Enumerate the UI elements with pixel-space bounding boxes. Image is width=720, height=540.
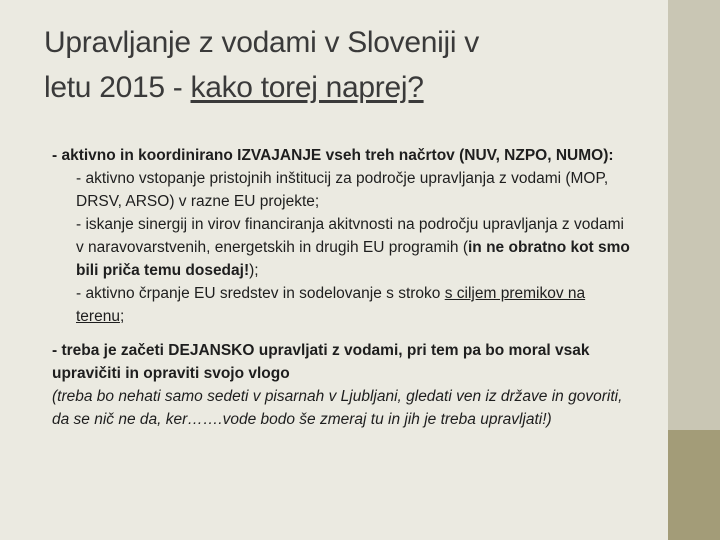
sub-point-2-end: ); [249,262,259,279]
title-line-2-underlined: kako torej naprej? [190,71,424,104]
spacer [52,328,634,339]
sub-point-2-text: - iskanje sinergij in virov financiranja akitvnosti na področju upravljanja z vodami v naravovarstvenih, energetskih in drugih EU programih ( [76,216,624,256]
sub-point-2-bold: in ne obratno kot smo bili priča temu dosedaj! [76,239,630,279]
point-2-note: (treba bo nehati samo sedeti v pisarnah v Ljubljani, gledati ven iz države in govoriti, da se nič ne da, ker…….vode bodo še zmeraj tu in jih je treba upravljati!) [52,388,623,428]
sidebar-top-band [668,0,720,430]
sub-point-1: - aktivno vstopanje pristojnih inštitucij za področje upravljanja z vodami (MOP, DRSV, ARSO) v razne EU projekte; [76,170,609,210]
slide-title [44,20,644,110]
sub-point-3-underlined: s ciljem premikov na terenu [76,285,586,325]
sub-point-3-end: ; [119,308,125,325]
point-1: - aktivno in koordinirano IZVAJANJE vseh treh načrtov (NUV, NZPO, NUMO): [52,147,614,164]
title-line-2-plain: letu 2015 - [44,71,191,104]
slide-body [52,144,634,431]
title-line-1: Upravljanje z vodami v Sloveniji v [44,26,479,59]
sub-point-2 [76,213,634,282]
sub-point-3-text: - aktivno črpanje EU sredstev in sodelovanje s stroko [76,285,445,302]
sidebar-bottom-band [668,430,720,540]
sub-point-3 [76,282,634,328]
point-2: - treba je začeti DEJANSKO upravljati z vodami, pri tem pa bo moral vsak upravičiti in opraviti svojo vlogo [52,342,590,382]
decorative-sidebar [668,0,720,540]
